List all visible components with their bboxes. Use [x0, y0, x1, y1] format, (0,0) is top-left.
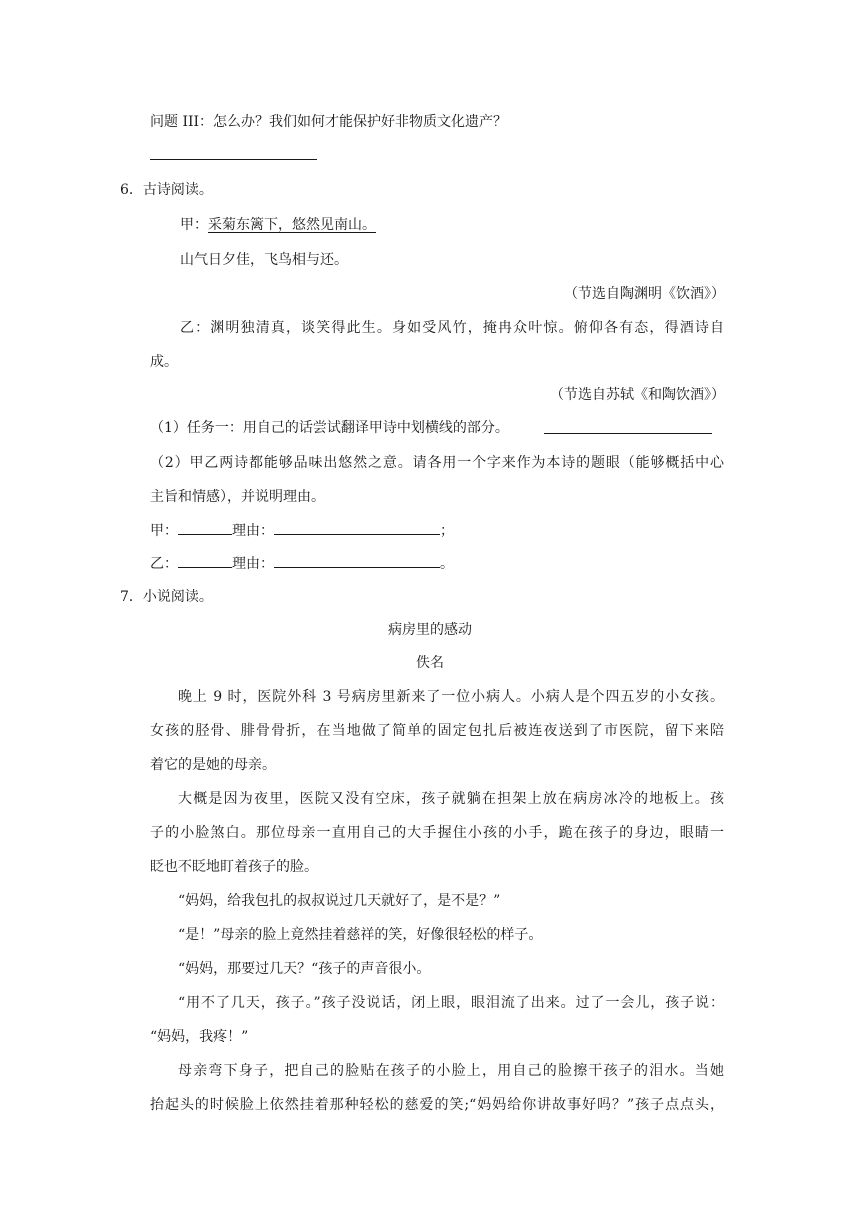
para-2-line-1: 大概是因为夜里，医院又没有空床，孩子就躺在担架上放在病房冰冷的地板上。孩	[178, 791, 724, 807]
poem-a-line-2: 山气日夕佳，飞鸟相与还。	[180, 252, 348, 268]
task-2-line-2: 主旨和情感），并说明理由。	[150, 489, 325, 505]
reason-blank-b[interactable]	[274, 553, 440, 568]
poem-a-line-1: 甲：采菊东篱下，悠然见南山。	[180, 217, 376, 233]
answer-blank-q5[interactable]	[150, 159, 317, 160]
question-iii: 问题 III：怎么办？我们如何才能保护好非物质文化遗产？	[150, 114, 508, 130]
underlined-poem-line: 采菊东篱下，悠然见南山。	[208, 217, 376, 233]
answer-row-a: 甲： 理由： ；	[150, 520, 454, 541]
story-author: 佚名	[416, 655, 444, 671]
para-3: “妈妈，给我包扎的叔叔说过几天就好了，是不是？”	[178, 893, 501, 909]
poem-b-line-1: 乙：渊明独清真，谈笑得此生。身如受风竹，掩冉众叶惊。俯仰各有态，得酒诗自	[180, 320, 724, 336]
para-7-line-2: 抬起头的时候脸上依然挂着那种轻松的慈爱的笑;“妈妈给你讲故事好吗？”孩子点点头，	[150, 1097, 724, 1113]
char-blank-a[interactable]	[178, 520, 232, 535]
para-6-line-2: “妈妈，我疼！”	[150, 1029, 249, 1045]
para-1-line-3: 着它的是她的母亲。	[150, 757, 276, 773]
question-7-heading: 7．小说阅读。	[120, 589, 213, 605]
poem-a-source: （节选自陶渊明《饮酒》）	[564, 286, 725, 302]
question-6-heading: 6．古诗阅读。	[120, 182, 213, 198]
task-1: （1）任务一：用自己的话尝试翻译甲诗中划横线的部分。	[150, 420, 509, 436]
task-2-line-1: （2）甲乙两诗都能够品味出悠然之意。请各用一个字来作为本诗的题眼（能够概括中心	[150, 455, 724, 471]
para-4: “是！”母亲的脸上竟然挂着慈祥的笑，好像很轻松的样子。	[178, 927, 543, 943]
para-2-line-3: 眨也不眨地盯着孩子的脸。	[150, 859, 318, 875]
poem-b-source: （节选自苏轼《和陶饮酒》）	[550, 387, 725, 403]
answer-row-b: 乙： 理由： 。	[150, 553, 454, 574]
story-title: 病房里的感动	[388, 622, 472, 638]
para-1-line-2: 女孩的胫骨、腓骨骨折，在当地做了简单的固定包扎后被连夜送到了市医院，留下来陪	[150, 723, 724, 739]
para-6-line-1: “用不了几天，孩子。”孩子没说话，闭上眼，眼泪流了出来。过了一会儿，孩子说：	[178, 995, 724, 1011]
para-5: “妈妈，那要过几天？“孩子的声音很小。	[178, 961, 431, 977]
reason-blank-a[interactable]	[274, 520, 440, 535]
char-blank-b[interactable]	[178, 553, 232, 568]
para-7-line-1: 母亲弯下身子，把自己的脸贴在孩子的小脸上，用自己的脸擦干孩子的泪水。当她	[178, 1063, 724, 1079]
para-1-line-1: 晚上 9 时，医院外科 3 号病房里新来了一位小病人。小病人是个四五岁的小女孩。	[178, 689, 724, 705]
answer-blank-task-1[interactable]	[544, 433, 712, 434]
para-2-line-2: 子的小脸煞白。那位母亲一直用自己的大手握住小孩的小手，跪在孩子的身边，眼睛一	[150, 825, 724, 841]
poem-b-line-2: 成。	[150, 354, 178, 370]
